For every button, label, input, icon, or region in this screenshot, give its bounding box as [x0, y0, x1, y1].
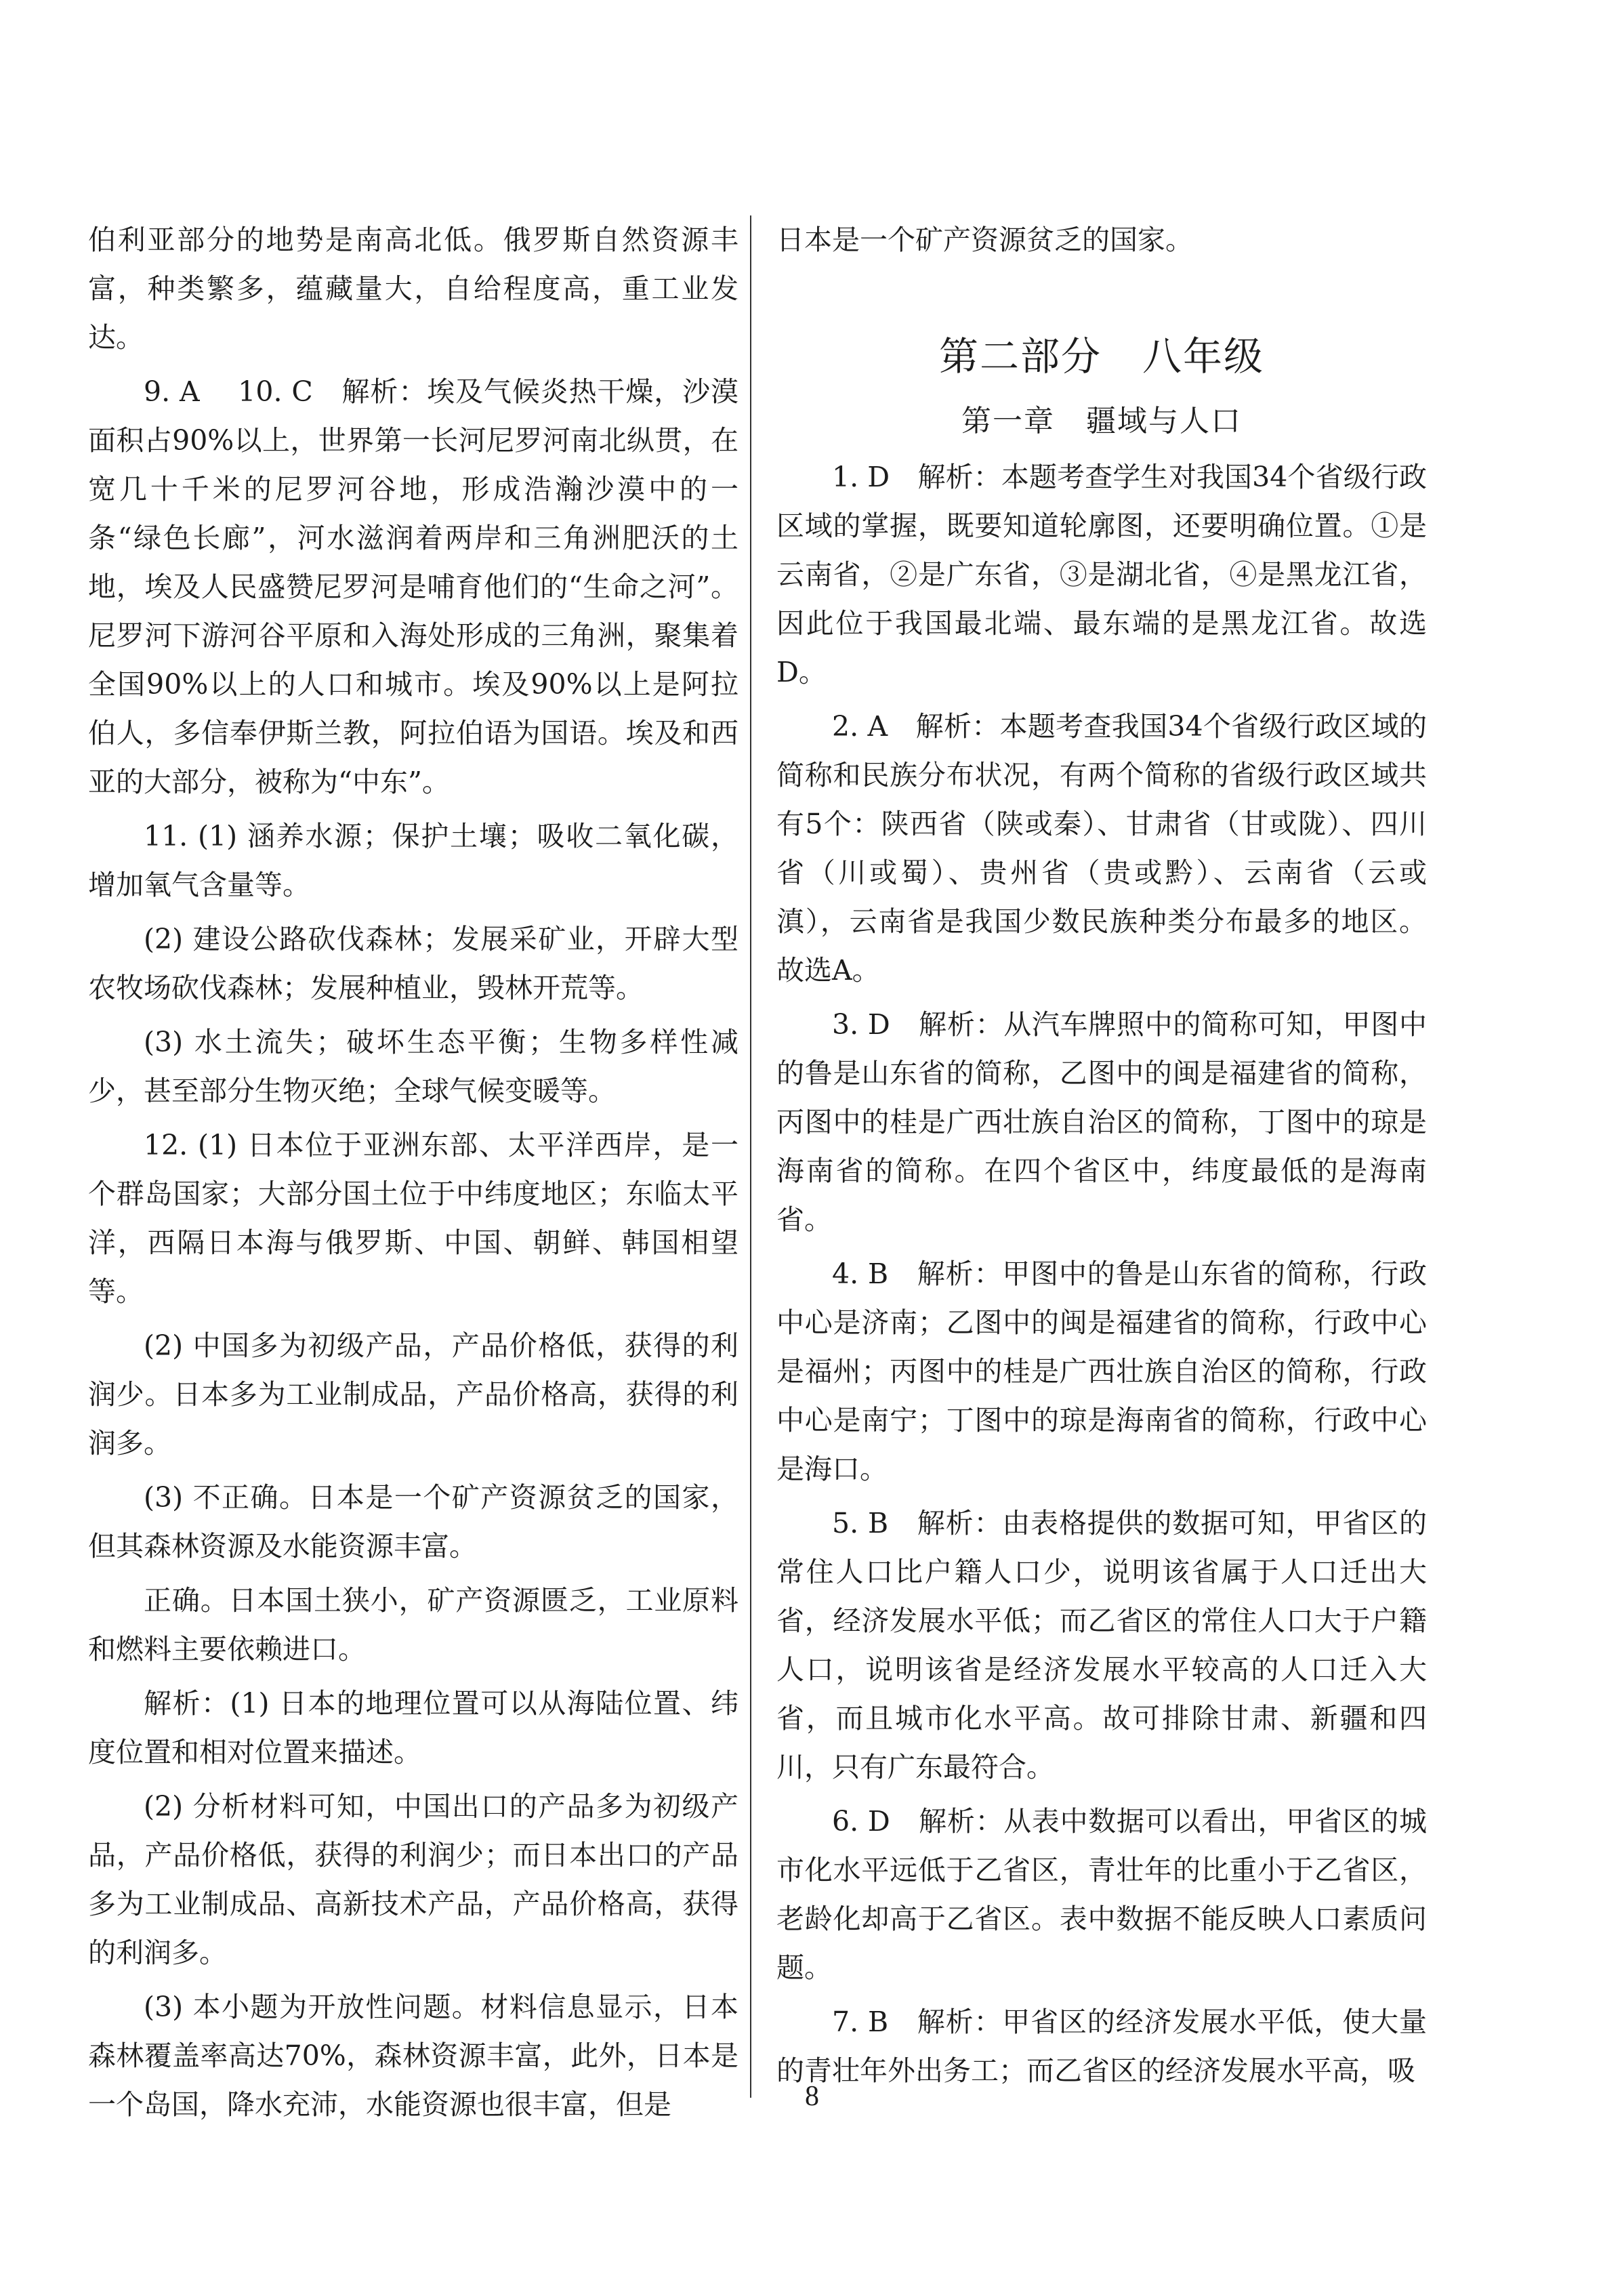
part-title: 第二部分 八年级 [938, 333, 1264, 379]
paragraph: (2) 中国多为初级产品，产品价格低，获得的利润少。日本多为工业制成品，产品价格高，获得的利润多。 [88, 1329, 738, 1459]
paragraph: 7. B 解析：甲省区的经济发展水平低，使大量的青壮年外出务工；而乙省区的经济发展水平高，吸 [776, 2006, 1427, 2087]
paragraph: (2) 建设公路砍伐森林；发展采矿业，开辟大型农牧场砍伐森林；发展种植业，毁林开荒等。 [88, 923, 738, 1004]
paragraph: (2) 分析材料可知，中国出口的产品多为初级产品，产品价格低，获得的利润少；而日本出口的产品多为工业制成品、高新技术产品，产品价格高，获得的利润多。 [88, 1790, 738, 1969]
paragraph: 12. (1) 日本位于亚洲东部、太平洋西岸，是一个群岛国家；大部分国土位于中纬度地区；东临太平洋，西隔日本海与俄罗斯、中国、朝鲜、韩国相望等。 [88, 1129, 738, 1308]
paragraph: 9. A 10. C 解析：埃及气候炎热干燥，沙漠面积占90%以上，世界第一长河尼罗河南北纵贯，在宽几十千米的尼罗河谷地，形成浩瀚沙漠中的一条“绿色长廊”，河水滋润着两岸和三角洲肥沃的土地，埃及人民盛赞尼罗河是哺育他们的“生命之河”。尼罗河下游河谷平原和入海处形成的三角洲，聚集着全国90%以上的人口和城市。埃及90%以上是阿拉伯人，多信奉伊斯兰教，阿拉伯语为国语。埃及和西亚的大部分，被称为“中东”。 [88, 375, 738, 798]
paragraph: 3. D 解析：从汽车牌照中的简称可知，甲图中的鲁是山东省的简称，乙图中的闽是福建省的简称，丙图中的桂是广西壮族自治区的简称，丁图中的琼是海南省的简称。在四个省区中，纬度最低的是海南省。 [776, 1008, 1427, 1236]
paragraph: 6. D 解析：从表中数据可以看出，甲省区的城市化水平远低于乙省区，青壮年的比重小于乙省区，老龄化却高于乙省区。表中数据不能反映人口素质问题。 [776, 1805, 1427, 1984]
paragraph: 解析：(1) 日本的地理位置可以从海陆位置、纬度位置和相对位置来描述。 [88, 1687, 738, 1768]
paragraph: 4. B 解析：甲图中的鲁是山东省的简称，行政中心是济南；乙图中的闽是福建省的简称，行政中心是福州；丙图中的桂是广西壮族自治区的简称，行政中心是南宁；丁图中的琼是海南省的简称，行政中心是海口。 [776, 1258, 1427, 1485]
paragraph: 2. A 解析：本题考查我国34个省级行政区域的简称和民族分布状况，有两个简称的省级行政区域共有5个：陕西省（陕或秦）、甘肃省（甘或陇）、四川省（川或蜀）、贵州省（贵或黔）、云南省（云或滇），云南省是我国少数民族种类分布最多的地区。故选A。 [776, 710, 1427, 987]
chapter-title: 第一章 疆域与人口 [961, 404, 1242, 438]
paragraph: 伯利亚部分的地势是南高北低。俄罗斯自然资源丰富，种类繁多，蕴藏量大，自给程度高，重工业发达。 [88, 224, 738, 354]
right-column [776, 215, 1427, 2100]
paragraph: 5. B 解析：由表格提供的数据可知，甲省区的常住人口比户籍人口少，说明该省属于人口迁出大省，经济发展水平低；而乙省区的常住人口大于户籍人口，说明该省是经济发展水平较高的人口迁入大省，而且城市化水平高。故可排除甘肃、新疆和四川，只有广东最符合。 [776, 1507, 1427, 1783]
column-divider [750, 215, 751, 2098]
paragraph: 日本是一个矿产资源贫乏的国家。 [776, 224, 1193, 256]
left-column [88, 215, 738, 2134]
paragraph: 1. D 解析：本题考查学生对我国34个省级行政区域的掌握，既要知道轮廓图，还要明确位置。①是云南省，②是广东省，③是湖北省，④是黑龙江省，因此位于我国最北端、最东端的是黑龙江省。故选D。 [776, 461, 1427, 688]
paragraph: (3) 本小题为开放性问题。材料信息显示，日本森林覆盖率高达70%，森林资源丰富，此外，日本是一个岛国，降水充沛，水能资源也很丰富，但是 [88, 1991, 738, 2121]
paragraph: (3) 不正确。日本是一个矿产资源贫乏的国家，但其森林资源及水能资源丰富。 [88, 1481, 738, 1562]
paragraph: (3) 水土流失；破坏生态平衡；生物多样性减少，甚至部分生物灭绝；全球气候变暖等。 [88, 1026, 738, 1107]
paragraph: 11. (1) 涵养水源；保护土壤；吸收二氧化碳，增加氧气含量等。 [88, 820, 738, 901]
page-number: 8 [805, 2081, 819, 2112]
paragraph: 正确。日本国土狭小，矿产资源匮乏，工业原料和燃料主要依赖进口。 [88, 1584, 738, 1665]
